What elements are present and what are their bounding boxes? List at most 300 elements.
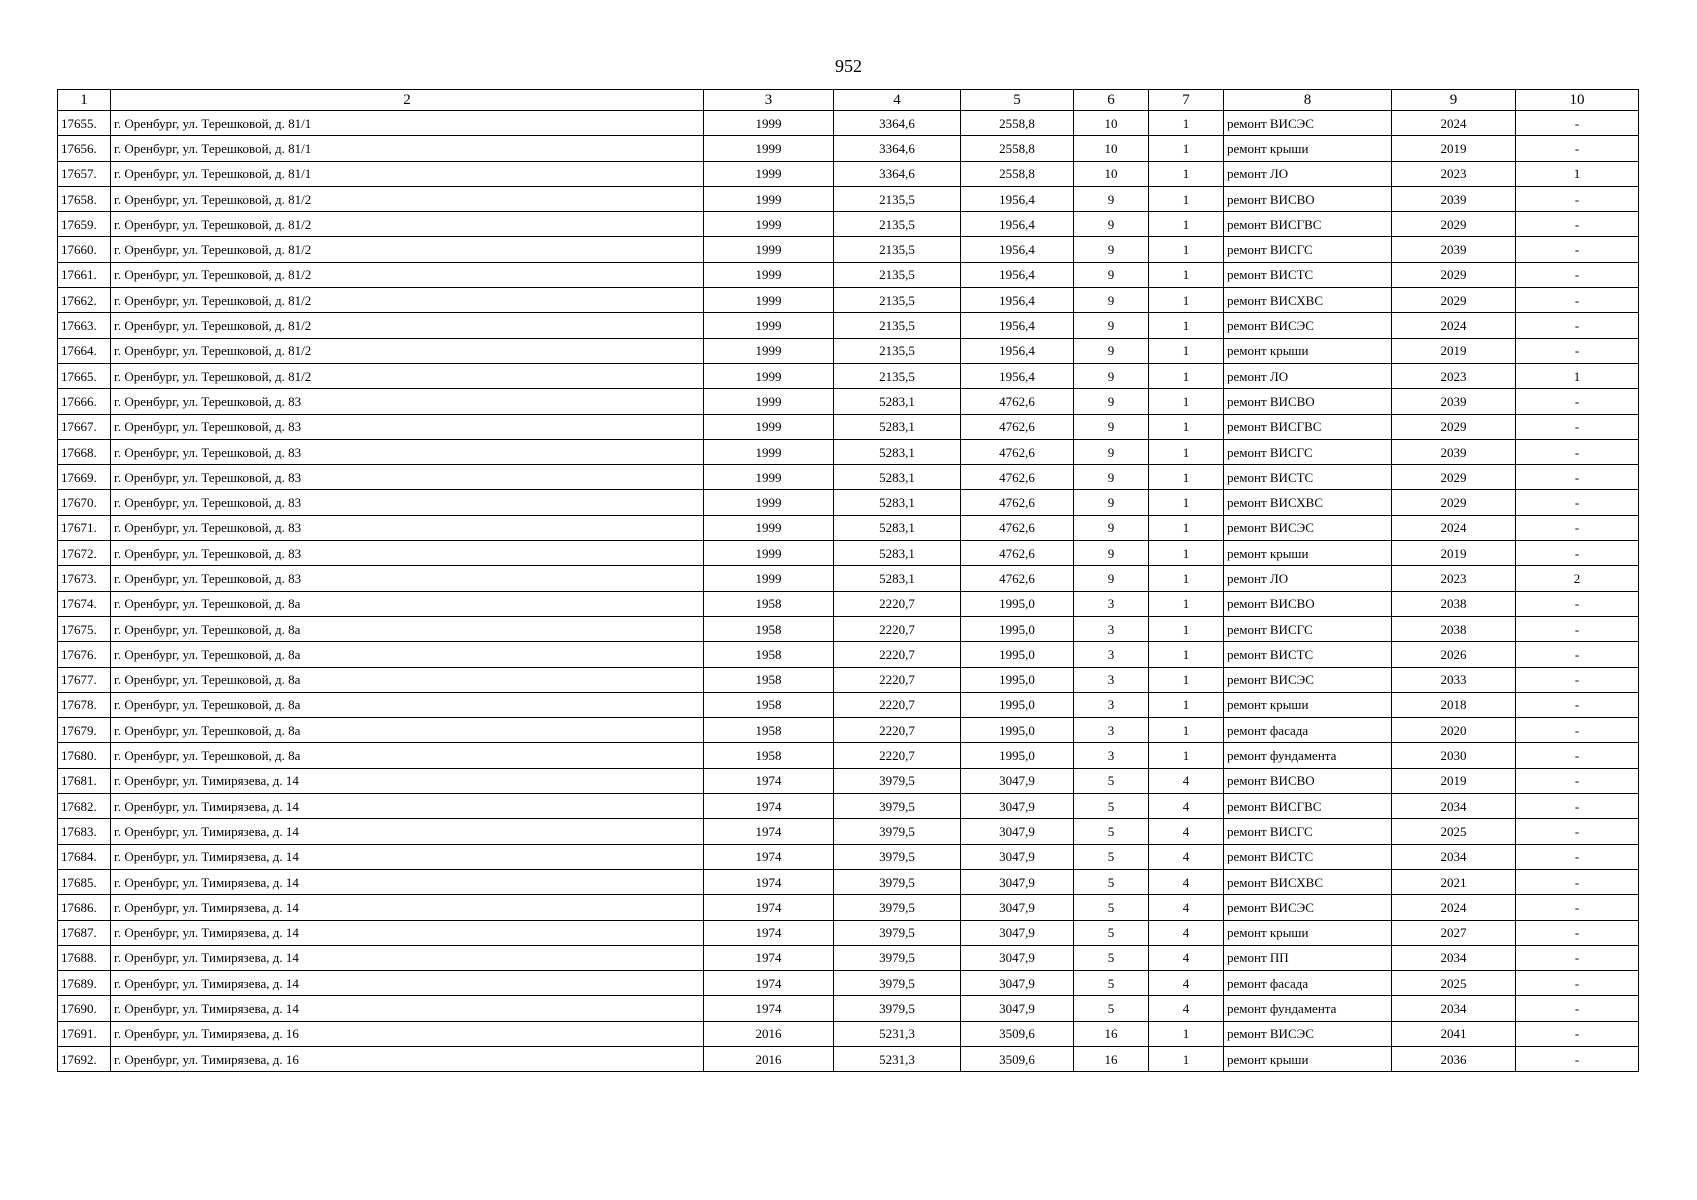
cell-address: г. Оренбург, ул. Терешковой, д. 81/2 xyxy=(111,212,704,237)
table-row xyxy=(58,212,1639,237)
cell-floors: 3 xyxy=(1074,616,1149,641)
cell-area-total: 2135,5 xyxy=(834,237,961,262)
cell-area-living: 3047,9 xyxy=(961,945,1074,970)
cell-year-planned: 2018 xyxy=(1392,692,1516,717)
cell-address: г. Оренбург, ул. Терешковой, д. 83 xyxy=(111,465,704,490)
cell-floors: 10 xyxy=(1074,161,1149,186)
cell-year: 1958 xyxy=(704,718,834,743)
cell-value-10: - xyxy=(1516,996,1639,1021)
cell-address: г. Оренбург, ул. Терешковой, д. 8а xyxy=(111,591,704,616)
table-row xyxy=(58,490,1639,515)
cell-address: г. Оренбург, ул. Терешковой, д. 81/2 xyxy=(111,237,704,262)
table-row xyxy=(58,718,1639,743)
cell-row-number: 17660. xyxy=(58,237,111,262)
cell-entrances: 4 xyxy=(1149,768,1224,793)
cell-year: 1999 xyxy=(704,363,834,388)
cell-area-living: 3509,6 xyxy=(961,1046,1074,1071)
cell-floors: 9 xyxy=(1074,439,1149,464)
table-row xyxy=(58,363,1639,388)
cell-work-type: ремонт ВИСХВС xyxy=(1224,288,1392,313)
cell-area-total: 3979,5 xyxy=(834,945,961,970)
cell-floors: 5 xyxy=(1074,996,1149,1021)
cell-year: 1958 xyxy=(704,692,834,717)
cell-entrances: 1 xyxy=(1149,414,1224,439)
cell-value-10: - xyxy=(1516,237,1639,262)
cell-area-total: 3979,5 xyxy=(834,895,961,920)
cell-address: г. Оренбург, ул. Терешковой, д. 8а xyxy=(111,743,704,768)
cell-year: 1958 xyxy=(704,743,834,768)
cell-row-number: 17667. xyxy=(58,414,111,439)
cell-entrances: 1 xyxy=(1149,667,1224,692)
cell-year: 1999 xyxy=(704,389,834,414)
header-cell-area-living: 5 xyxy=(961,90,1074,111)
cell-floors: 16 xyxy=(1074,1021,1149,1046)
cell-area-living: 4762,6 xyxy=(961,515,1074,540)
cell-work-type: ремонт ВИСГВС xyxy=(1224,212,1392,237)
cell-area-total: 5283,1 xyxy=(834,414,961,439)
cell-row-number: 17692. xyxy=(58,1046,111,1071)
header-cell-address: 2 xyxy=(111,90,704,111)
cell-year: 1974 xyxy=(704,971,834,996)
cell-value-10: - xyxy=(1516,338,1639,363)
cell-address: г. Оренбург, ул. Терешковой, д. 83 xyxy=(111,439,704,464)
cell-year: 1999 xyxy=(704,465,834,490)
cell-area-total: 2220,7 xyxy=(834,591,961,616)
cell-area-living: 3047,9 xyxy=(961,895,1074,920)
cell-address: г. Оренбург, ул. Терешковой, д. 81/2 xyxy=(111,363,704,388)
cell-address: г. Оренбург, ул. Тимирязева, д. 16 xyxy=(111,1046,704,1071)
cell-area-living: 4762,6 xyxy=(961,490,1074,515)
table-row xyxy=(58,262,1639,287)
table-row xyxy=(58,161,1639,186)
cell-row-number: 17671. xyxy=(58,515,111,540)
cell-floors: 10 xyxy=(1074,136,1149,161)
cell-year: 1974 xyxy=(704,768,834,793)
cell-entrances: 1 xyxy=(1149,389,1224,414)
cell-entrances: 4 xyxy=(1149,869,1224,894)
cell-work-type: ремонт ВИСЭС xyxy=(1224,515,1392,540)
cell-floors: 5 xyxy=(1074,819,1149,844)
cell-area-total: 5283,1 xyxy=(834,465,961,490)
cell-area-living: 1956,4 xyxy=(961,237,1074,262)
cell-entrances: 1 xyxy=(1149,616,1224,641)
cell-value-10: - xyxy=(1516,819,1639,844)
cell-row-number: 17678. xyxy=(58,692,111,717)
cell-year-planned: 2027 xyxy=(1392,920,1516,945)
cell-area-total: 2220,7 xyxy=(834,616,961,641)
cell-year: 1999 xyxy=(704,237,834,262)
cell-work-type: ремонт ПП xyxy=(1224,945,1392,970)
cell-floors: 9 xyxy=(1074,237,1149,262)
cell-address: г. Оренбург, ул. Терешковой, д. 83 xyxy=(111,389,704,414)
cell-area-total: 2135,5 xyxy=(834,288,961,313)
cell-entrances: 1 xyxy=(1149,262,1224,287)
cell-area-total: 3979,5 xyxy=(834,768,961,793)
cell-year: 1974 xyxy=(704,844,834,869)
cell-address: г. Оренбург, ул. Терешковой, д. 81/1 xyxy=(111,136,704,161)
cell-year: 1999 xyxy=(704,541,834,566)
cell-address: г. Оренбург, ул. Тимирязева, д. 14 xyxy=(111,768,704,793)
table-row xyxy=(58,667,1639,692)
cell-year-planned: 2038 xyxy=(1392,591,1516,616)
cell-entrances: 4 xyxy=(1149,945,1224,970)
cell-work-type: ремонт ВИСТС xyxy=(1224,465,1392,490)
cell-row-number: 17688. xyxy=(58,945,111,970)
cell-work-type: ремонт ВИСГС xyxy=(1224,237,1392,262)
cell-floors: 10 xyxy=(1074,111,1149,136)
cell-year-planned: 2024 xyxy=(1392,895,1516,920)
cell-value-10: - xyxy=(1516,945,1639,970)
table-row xyxy=(58,136,1639,161)
cell-value-10: - xyxy=(1516,541,1639,566)
cell-row-number: 17670. xyxy=(58,490,111,515)
cell-year-planned: 2029 xyxy=(1392,262,1516,287)
cell-floors: 9 xyxy=(1074,186,1149,211)
table-row xyxy=(58,844,1639,869)
cell-year-planned: 2019 xyxy=(1392,136,1516,161)
cell-work-type: ремонт ВИСВО xyxy=(1224,591,1392,616)
cell-value-10: - xyxy=(1516,262,1639,287)
cell-area-total: 3364,6 xyxy=(834,161,961,186)
cell-address: г. Оренбург, ул. Терешковой, д. 8а xyxy=(111,667,704,692)
cell-area-living: 3047,9 xyxy=(961,768,1074,793)
cell-area-living: 4762,6 xyxy=(961,566,1074,591)
cell-floors: 9 xyxy=(1074,212,1149,237)
cell-area-living: 1956,4 xyxy=(961,363,1074,388)
cell-floors: 9 xyxy=(1074,414,1149,439)
cell-row-number: 17679. xyxy=(58,718,111,743)
header-cell-year-planned: 9 xyxy=(1392,90,1516,111)
cell-year-planned: 2019 xyxy=(1392,338,1516,363)
cell-area-living: 1995,0 xyxy=(961,743,1074,768)
cell-year: 2016 xyxy=(704,1021,834,1046)
cell-work-type: ремонт фасада xyxy=(1224,971,1392,996)
cell-floors: 9 xyxy=(1074,338,1149,363)
cell-area-living: 3047,9 xyxy=(961,971,1074,996)
cell-value-10: - xyxy=(1516,591,1639,616)
header-cell-value-10: 10 xyxy=(1516,90,1639,111)
cell-entrances: 1 xyxy=(1149,490,1224,515)
cell-floors: 9 xyxy=(1074,262,1149,287)
cell-row-number: 17675. xyxy=(58,616,111,641)
cell-floors: 9 xyxy=(1074,465,1149,490)
cell-area-living: 1956,4 xyxy=(961,313,1074,338)
cell-work-type: ремонт ВИСЭС xyxy=(1224,1021,1392,1046)
cell-floors: 5 xyxy=(1074,768,1149,793)
cell-entrances: 4 xyxy=(1149,996,1224,1021)
cell-year: 1999 xyxy=(704,313,834,338)
table-row xyxy=(58,439,1639,464)
cell-area-total: 2135,5 xyxy=(834,186,961,211)
cell-entrances: 1 xyxy=(1149,591,1224,616)
header-cell-entrances: 7 xyxy=(1149,90,1224,111)
cell-year: 1999 xyxy=(704,161,834,186)
cell-value-10: - xyxy=(1516,389,1639,414)
cell-area-living: 1956,4 xyxy=(961,212,1074,237)
cell-year-planned: 2025 xyxy=(1392,819,1516,844)
cell-year-planned: 2023 xyxy=(1392,566,1516,591)
cell-year-planned: 2041 xyxy=(1392,1021,1516,1046)
cell-entrances: 1 xyxy=(1149,515,1224,540)
cell-row-number: 17668. xyxy=(58,439,111,464)
cell-year: 1999 xyxy=(704,490,834,515)
cell-year: 1958 xyxy=(704,591,834,616)
cell-area-living: 1995,0 xyxy=(961,616,1074,641)
cell-year-planned: 2024 xyxy=(1392,313,1516,338)
cell-entrances: 4 xyxy=(1149,895,1224,920)
cell-year-planned: 2039 xyxy=(1392,186,1516,211)
cell-address: г. Оренбург, ул. Тимирязева, д. 14 xyxy=(111,996,704,1021)
cell-entrances: 1 xyxy=(1149,692,1224,717)
cell-address: г. Оренбург, ул. Терешковой, д. 81/1 xyxy=(111,161,704,186)
cell-value-10: - xyxy=(1516,692,1639,717)
cell-address: г. Оренбург, ул. Терешковой, д. 83 xyxy=(111,490,704,515)
cell-year-planned: 2029 xyxy=(1392,490,1516,515)
cell-entrances: 1 xyxy=(1149,161,1224,186)
cell-area-living: 1995,0 xyxy=(961,667,1074,692)
cell-work-type: ремонт ВИСХВС xyxy=(1224,490,1392,515)
cell-work-type: ремонт фундамента xyxy=(1224,996,1392,1021)
cell-area-total: 2135,5 xyxy=(834,262,961,287)
cell-area-total: 2220,7 xyxy=(834,642,961,667)
cell-work-type: ремонт крыши xyxy=(1224,541,1392,566)
cell-row-number: 17677. xyxy=(58,667,111,692)
table-row xyxy=(58,945,1639,970)
cell-entrances: 1 xyxy=(1149,541,1224,566)
cell-floors: 9 xyxy=(1074,541,1149,566)
cell-area-living: 2558,8 xyxy=(961,161,1074,186)
cell-year-planned: 2019 xyxy=(1392,768,1516,793)
cell-entrances: 1 xyxy=(1149,136,1224,161)
cell-year: 1999 xyxy=(704,212,834,237)
cell-floors: 9 xyxy=(1074,566,1149,591)
cell-entrances: 1 xyxy=(1149,288,1224,313)
cell-row-number: 17663. xyxy=(58,313,111,338)
cell-address: г. Оренбург, ул. Тимирязева, д. 14 xyxy=(111,794,704,819)
cell-year: 1974 xyxy=(704,869,834,894)
cell-entrances: 1 xyxy=(1149,237,1224,262)
cell-year-planned: 2034 xyxy=(1392,945,1516,970)
cell-year-planned: 2029 xyxy=(1392,465,1516,490)
cell-value-10: - xyxy=(1516,768,1639,793)
cell-row-number: 17658. xyxy=(58,186,111,211)
cell-year: 1999 xyxy=(704,338,834,363)
cell-work-type: ремонт ВИСХВС xyxy=(1224,869,1392,894)
table-row xyxy=(58,389,1639,414)
cell-address: г. Оренбург, ул. Терешковой, д. 8а xyxy=(111,642,704,667)
cell-area-total: 3979,5 xyxy=(834,971,961,996)
cell-year-planned: 2039 xyxy=(1392,439,1516,464)
cell-area-living: 4762,6 xyxy=(961,389,1074,414)
cell-entrances: 1 xyxy=(1149,439,1224,464)
cell-floors: 5 xyxy=(1074,844,1149,869)
cell-row-number: 17691. xyxy=(58,1021,111,1046)
cell-year: 1999 xyxy=(704,262,834,287)
cell-entrances: 1 xyxy=(1149,566,1224,591)
cell-area-living: 2558,8 xyxy=(961,136,1074,161)
table-row xyxy=(58,541,1639,566)
cell-value-10: - xyxy=(1516,1021,1639,1046)
data-table xyxy=(57,89,1639,1072)
cell-row-number: 17690. xyxy=(58,996,111,1021)
cell-address: г. Оренбург, ул. Терешковой, д. 8а xyxy=(111,692,704,717)
table-row xyxy=(58,692,1639,717)
cell-value-10: - xyxy=(1516,642,1639,667)
cell-entrances: 4 xyxy=(1149,971,1224,996)
cell-value-10: - xyxy=(1516,895,1639,920)
cell-value-10: - xyxy=(1516,743,1639,768)
cell-value-10: - xyxy=(1516,971,1639,996)
header-cell-floors: 6 xyxy=(1074,90,1149,111)
cell-year-planned: 2034 xyxy=(1392,794,1516,819)
cell-area-total: 2220,7 xyxy=(834,718,961,743)
cell-work-type: ремонт ВИСГС xyxy=(1224,439,1392,464)
cell-entrances: 4 xyxy=(1149,844,1224,869)
cell-row-number: 17681. xyxy=(58,768,111,793)
cell-area-living: 3509,6 xyxy=(961,1021,1074,1046)
cell-year: 1974 xyxy=(704,945,834,970)
cell-area-living: 3047,9 xyxy=(961,819,1074,844)
cell-area-total: 2220,7 xyxy=(834,743,961,768)
cell-work-type: ремонт ВИСГС xyxy=(1224,819,1392,844)
cell-value-10: - xyxy=(1516,439,1639,464)
cell-row-number: 17666. xyxy=(58,389,111,414)
cell-work-type: ремонт ВИСЭС xyxy=(1224,667,1392,692)
cell-row-number: 17664. xyxy=(58,338,111,363)
cell-floors: 3 xyxy=(1074,667,1149,692)
cell-work-type: ремонт крыши xyxy=(1224,1046,1392,1071)
cell-value-10: - xyxy=(1516,920,1639,945)
cell-work-type: ремонт ВИСЭС xyxy=(1224,111,1392,136)
cell-floors: 3 xyxy=(1074,692,1149,717)
table-row xyxy=(58,768,1639,793)
cell-row-number: 17682. xyxy=(58,794,111,819)
cell-area-total: 2220,7 xyxy=(834,667,961,692)
header-cell-year: 3 xyxy=(704,90,834,111)
cell-address: г. Оренбург, ул. Терешковой, д. 81/2 xyxy=(111,288,704,313)
cell-year-planned: 2025 xyxy=(1392,971,1516,996)
cell-year-planned: 2039 xyxy=(1392,237,1516,262)
cell-area-total: 3364,6 xyxy=(834,111,961,136)
cell-address: г. Оренбург, ул. Тимирязева, д. 14 xyxy=(111,971,704,996)
cell-area-total: 3979,5 xyxy=(834,996,961,1021)
cell-row-number: 17683. xyxy=(58,819,111,844)
cell-area-living: 1995,0 xyxy=(961,692,1074,717)
cell-value-10: - xyxy=(1516,794,1639,819)
cell-area-total: 2135,5 xyxy=(834,363,961,388)
header-cell-area-total: 4 xyxy=(834,90,961,111)
cell-area-total: 5283,1 xyxy=(834,490,961,515)
cell-floors: 5 xyxy=(1074,920,1149,945)
header-cell-work-type: 8 xyxy=(1224,90,1392,111)
cell-year-planned: 2034 xyxy=(1392,844,1516,869)
cell-year: 1974 xyxy=(704,920,834,945)
cell-year-planned: 2039 xyxy=(1392,389,1516,414)
table-row xyxy=(58,642,1639,667)
cell-work-type: ремонт ВИСТС xyxy=(1224,844,1392,869)
cell-area-living: 4762,6 xyxy=(961,541,1074,566)
cell-address: г. Оренбург, ул. Терешковой, д. 81/2 xyxy=(111,186,704,211)
cell-year: 1958 xyxy=(704,642,834,667)
cell-year: 1999 xyxy=(704,515,834,540)
cell-area-total: 5283,1 xyxy=(834,439,961,464)
cell-floors: 5 xyxy=(1074,971,1149,996)
cell-entrances: 1 xyxy=(1149,186,1224,211)
cell-year-planned: 2029 xyxy=(1392,288,1516,313)
cell-area-living: 1995,0 xyxy=(961,642,1074,667)
cell-floors: 9 xyxy=(1074,313,1149,338)
cell-address: г. Оренбург, ул. Тимирязева, д. 16 xyxy=(111,1021,704,1046)
cell-area-total: 3979,5 xyxy=(834,794,961,819)
cell-row-number: 17676. xyxy=(58,642,111,667)
cell-floors: 9 xyxy=(1074,490,1149,515)
cell-floors: 9 xyxy=(1074,363,1149,388)
cell-work-type: ремонт ЛО xyxy=(1224,363,1392,388)
cell-work-type: ремонт ВИСЭС xyxy=(1224,313,1392,338)
cell-floors: 3 xyxy=(1074,591,1149,616)
cell-address: г. Оренбург, ул. Терешковой, д. 83 xyxy=(111,541,704,566)
cell-area-total: 5283,1 xyxy=(834,515,961,540)
cell-area-total: 3979,5 xyxy=(834,920,961,945)
table-row xyxy=(58,895,1639,920)
table-row xyxy=(58,237,1639,262)
cell-area-living: 1956,4 xyxy=(961,186,1074,211)
cell-area-total: 3364,6 xyxy=(834,136,961,161)
cell-floors: 5 xyxy=(1074,895,1149,920)
cell-entrances: 1 xyxy=(1149,111,1224,136)
cell-area-total: 5283,1 xyxy=(834,389,961,414)
cell-year: 1958 xyxy=(704,616,834,641)
cell-entrances: 1 xyxy=(1149,313,1224,338)
cell-entrances: 1 xyxy=(1149,743,1224,768)
cell-address: г. Оренбург, ул. Терешковой, д. 83 xyxy=(111,566,704,591)
cell-area-total: 5231,3 xyxy=(834,1021,961,1046)
cell-year: 1958 xyxy=(704,667,834,692)
cell-area-total: 3979,5 xyxy=(834,869,961,894)
cell-area-living: 3047,9 xyxy=(961,920,1074,945)
cell-row-number: 17674. xyxy=(58,591,111,616)
table-row xyxy=(58,414,1639,439)
cell-area-living: 4762,6 xyxy=(961,414,1074,439)
cell-work-type: ремонт крыши xyxy=(1224,920,1392,945)
cell-year-planned: 2029 xyxy=(1392,414,1516,439)
cell-area-total: 3979,5 xyxy=(834,819,961,844)
cell-year-planned: 2019 xyxy=(1392,541,1516,566)
cell-floors: 5 xyxy=(1074,869,1149,894)
cell-work-type: ремонт ЛО xyxy=(1224,161,1392,186)
table-row xyxy=(58,794,1639,819)
cell-year-planned: 2021 xyxy=(1392,869,1516,894)
cell-area-living: 3047,9 xyxy=(961,794,1074,819)
cell-row-number: 17673. xyxy=(58,566,111,591)
cell-value-10: - xyxy=(1516,844,1639,869)
cell-year: 1999 xyxy=(704,439,834,464)
table-row xyxy=(58,313,1639,338)
cell-row-number: 17656. xyxy=(58,136,111,161)
table-row xyxy=(58,465,1639,490)
cell-entrances: 1 xyxy=(1149,212,1224,237)
cell-address: г. Оренбург, ул. Терешковой, д. 83 xyxy=(111,515,704,540)
cell-entrances: 1 xyxy=(1149,338,1224,363)
cell-row-number: 17669. xyxy=(58,465,111,490)
cell-work-type: ремонт ВИСГС xyxy=(1224,616,1392,641)
table-row xyxy=(58,819,1639,844)
table-row xyxy=(58,111,1639,136)
cell-work-type: ремонт ВИСТС xyxy=(1224,642,1392,667)
cell-work-type: ремонт ВИСВО xyxy=(1224,186,1392,211)
cell-row-number: 17665. xyxy=(58,363,111,388)
cell-work-type: ремонт крыши xyxy=(1224,136,1392,161)
